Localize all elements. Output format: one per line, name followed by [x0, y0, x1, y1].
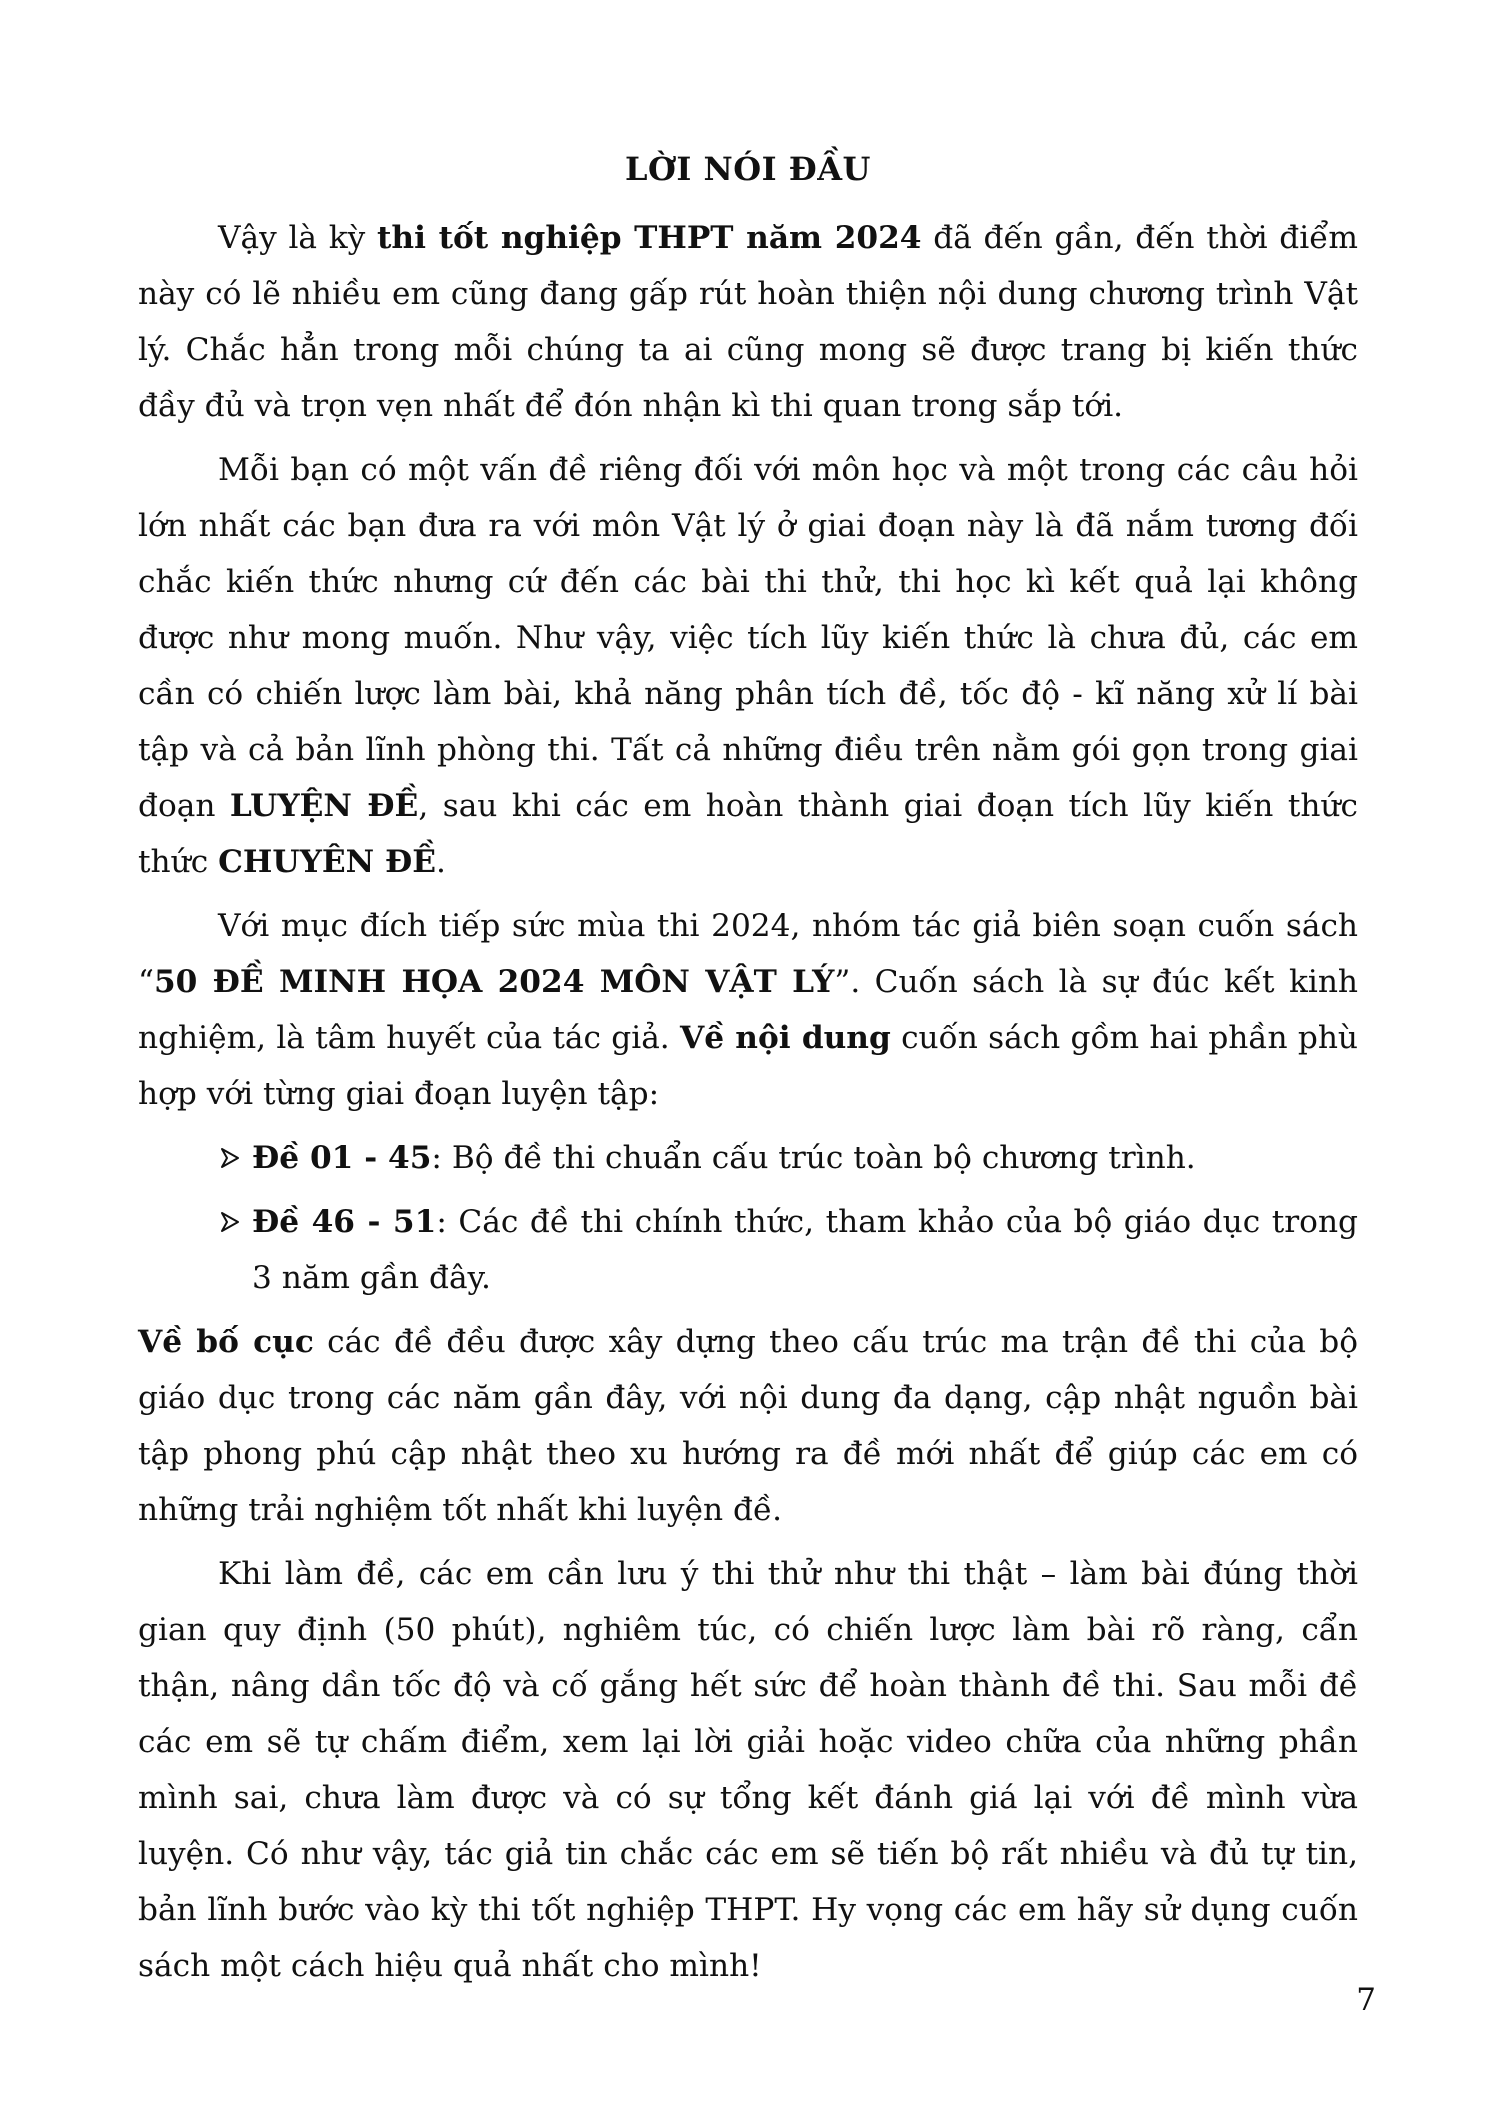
text-span: Vậy là kỳ: [218, 220, 377, 256]
paragraph-layout: [138, 1314, 1358, 1538]
arrow-bullet-icon: [220, 1130, 248, 1186]
text-span: cuốn sách gồm hai phần phù hợp với từng giai đoạn luyện tập:: [138, 1020, 1358, 1112]
text-span: ”. Cuốn sách là sự đúc kết kinh nghiệm, là tâm huyết của tác giả.: [138, 964, 1358, 1056]
list-item-text: : Các đề thi chính thức, tham khảo của bộ giáo dục trong 3 năm gần đây.: [252, 1204, 1358, 1296]
page-title: LỜI NÓI ĐẦU: [625, 150, 871, 188]
bold-text: CHUYÊN ĐỀ: [218, 844, 437, 880]
paragraph-purpose: [138, 898, 1358, 1122]
text-span: Với mục đích tiếp sức mùa thi 2024, nhóm tác giả biên soạn cuốn sách “: [138, 908, 1358, 1000]
text-span: Khi làm đề, các em cần lưu ý thi thử như thi thật – làm bài đúng thời gian quy định (50 phút), nghiêm túc, có chiến lược làm bài rõ ràng, cẩn thận, nâng dần tốc độ và cố gắng hết sức để hoàn thành đề thi. Sau mỗi đề các em sẽ tự chấm điểm, xem lại lời giải hoặc video chữa của những phần mình sai, chưa làm được và có sự tổng kết đánh giá lại với đề mình vừa luyện. Có như vậy, tác giả tin chắc các em sẽ tiến bộ rất nhiều và đủ tự tin, bản lĩnh bước vào kỳ thi tốt nghiệp THPT. Hy vọng các em hãy sử dụng cuốn sách một cách hiệu quả nhất cho mình!: [138, 1556, 1358, 1984]
bold-text: Về bố cục: [138, 1324, 314, 1360]
list-item: [138, 1194, 1358, 1306]
text-span: , sau khi các em hoàn thành giai đoạn tích lũy kiến thức thức: [138, 788, 1359, 880]
text-span: các đề đều được xây dựng theo cấu trúc ma trận đề thi của bộ giáo dục trong các năm gần đây, với nội dung đa dạng, cập nhật nguồn bài tập phong phú cập nhật theo xu hướng ra đề mới nhất để giúp các em có những trải nghiệm tốt nhất khi luyện đề.: [138, 1324, 1358, 1528]
paragraph-challenge: [138, 442, 1358, 890]
text-span: đã đến gần, đến thời điểm này có lẽ nhiều em cũng đang gấp rút hoàn thiện nội dung chương trình Vật lý. Chắc hẳn trong mỗi chúng ta ai cũng mong sẽ được trang bị kiến thức đầy đủ và trọn vẹn nhất để đón nhận kì thi quan trong sắp tới.: [138, 220, 1358, 424]
bold-text: 50 ĐỀ MINH HỌA 2024 MÔN VẬT LÝ: [153, 964, 835, 1000]
text-span: .: [436, 844, 446, 880]
list-item-text: : Bộ đề thi chuẩn cấu trúc toàn bộ chương trình.: [431, 1140, 1196, 1176]
content-list: [138, 1130, 1358, 1306]
bold-text: thi tốt nghiệp THPT năm 2024: [376, 220, 922, 256]
bold-text: Về nội dung: [680, 1020, 891, 1056]
list-item-bold: Đề 46 - 51: [252, 1204, 437, 1240]
bold-text: LUYỆN ĐỀ: [229, 788, 419, 824]
page-number: 7: [1356, 1982, 1376, 2018]
arrow-bullet-icon: [220, 1194, 248, 1250]
list-item-bold: Đề 01 - 45: [252, 1140, 432, 1176]
document-page: [138, 150, 1358, 2002]
text-span: Mỗi bạn có một vấn đề riêng đối với môn học và một trong các câu hỏi lớn nhất các bạn đưa ra với môn Vật lý ở giai đoạn này là đã nắm tương đối chắc kiến thức nhưng cứ đến các bài thi thử, thi học kì kết quả lại không được như mong muốn. Như vậy, việc tích lũy kiến thức là chưa đủ, các em cần có chiến lược làm bài, khả năng phân tích đề, tốc độ - kĩ năng xử lí bài tập và cả bản lĩnh phòng thi. Tất cả những điều trên nằm gói gọn trong giai đoạn: [138, 452, 1358, 824]
paragraph-advice: [138, 1546, 1358, 1994]
list-item: [138, 1130, 1358, 1186]
paragraph-intro: [138, 210, 1358, 434]
